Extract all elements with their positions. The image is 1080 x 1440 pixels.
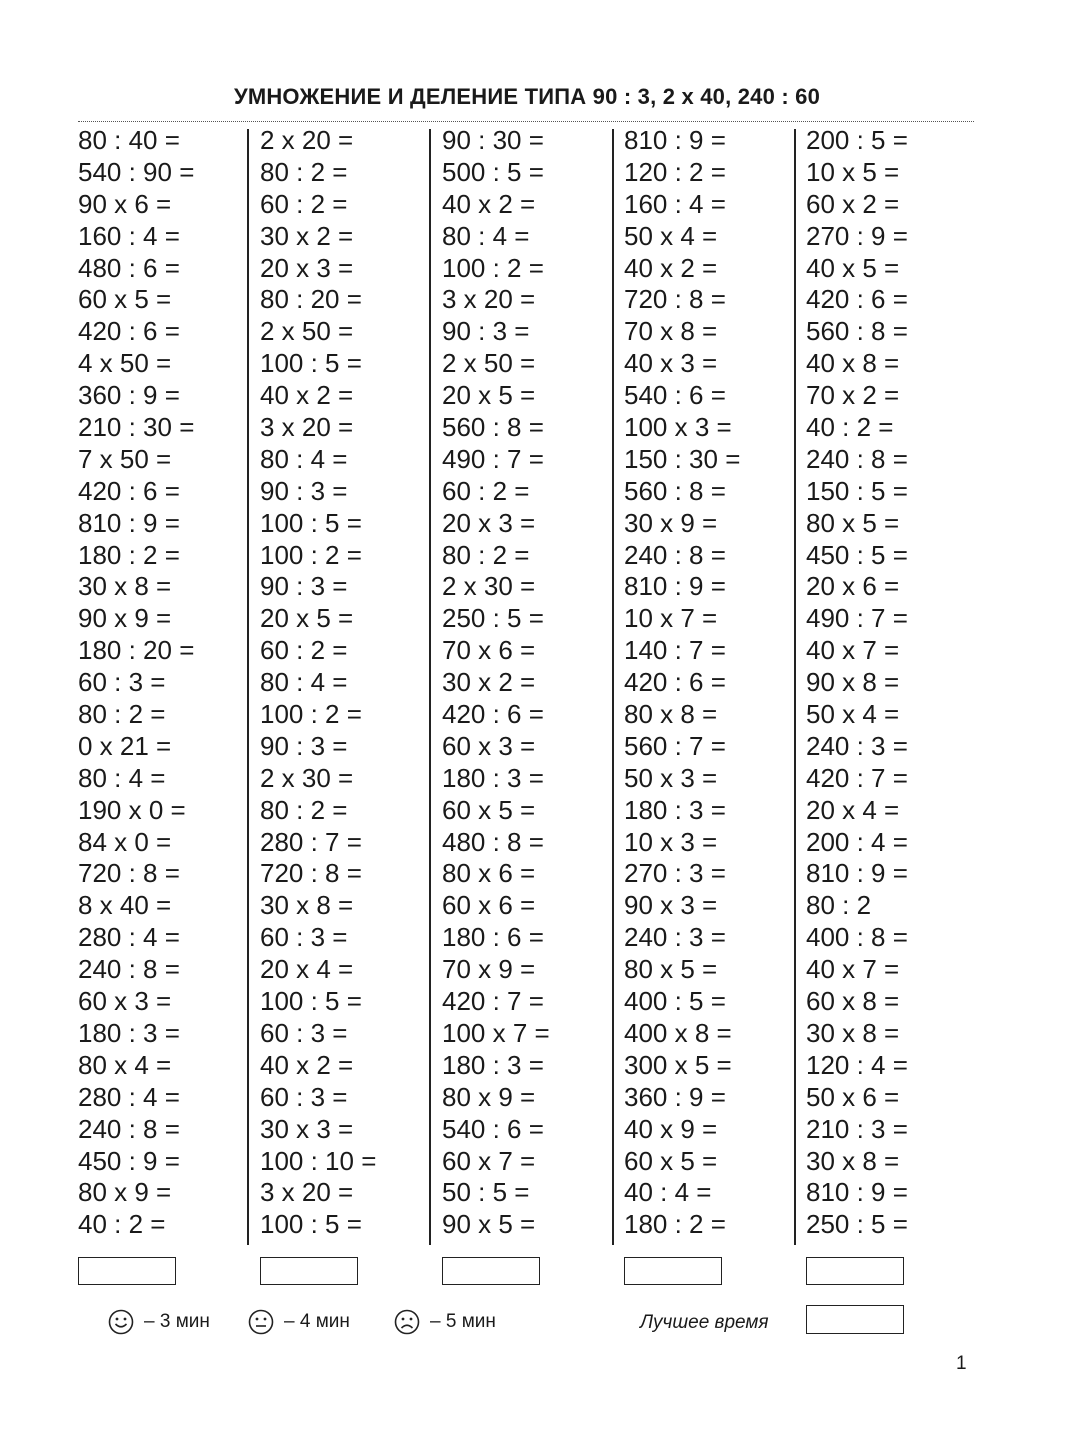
math-expression: 90 x 9 = (78, 603, 172, 634)
math-expression: 80 : 4 = (260, 667, 348, 698)
math-expression: 20 x 5 = (260, 603, 354, 634)
math-expression: 3 x 20 = (260, 412, 354, 443)
math-expression: 180 : 3 = (78, 1017, 180, 1048)
math-expression: 60 x 7 = (442, 1145, 536, 1176)
math-expression: 40 x 2 = (260, 1049, 354, 1080)
title-dotted-rule (78, 121, 974, 122)
math-expression: 160 : 4 = (624, 188, 726, 219)
math-expression: 480 : 8 = (442, 826, 544, 857)
math-expression: 40 : 2 = (806, 412, 894, 443)
math-expression: 20 x 3 = (260, 252, 354, 283)
math-expression: 100 : 5 = (260, 507, 362, 538)
legend-label: – 4 мин (284, 1311, 350, 1332)
exercise-column-1 (78, 125, 254, 1245)
math-expression: 500 : 5 = (442, 156, 544, 187)
math-expression: 50 x 6 = (806, 1081, 900, 1112)
math-expression: 90 : 3 = (260, 571, 348, 602)
math-expression: 180 : 20 = (78, 635, 195, 666)
page-number: 1 (956, 1353, 967, 1374)
math-expression: 50 x 3 = (624, 762, 718, 793)
math-expression: 60 : 3 = (260, 1081, 348, 1112)
math-expression: 270 : 3 = (624, 858, 726, 889)
math-expression: 420 : 6 = (624, 667, 726, 698)
math-expression: 30 x 8 = (806, 1145, 900, 1176)
legend-label: – 3 мин (144, 1311, 210, 1332)
math-expression: 2 x 50 = (260, 316, 354, 347)
math-expression: 190 x 0 = (78, 794, 186, 825)
math-expression: 60 : 2 = (260, 188, 348, 219)
math-expression: 100 : 2 = (442, 252, 544, 283)
math-expression: 420 : 6 = (806, 284, 908, 315)
math-expression: 100 : 5 = (260, 348, 362, 379)
math-expression: 30 x 2 = (260, 220, 354, 251)
math-expression: 60 x 8 = (806, 986, 900, 1017)
math-expression: 20 x 4 = (806, 794, 900, 825)
math-expression: 2 x 30 = (260, 762, 354, 793)
math-expression: 40 x 2 = (624, 252, 718, 283)
math-expression: 40 : 4 = (624, 1177, 712, 1208)
math-expression: 420 : 7 = (806, 762, 908, 793)
math-expression: 540 : 6 = (442, 1113, 544, 1144)
math-expression: 30 x 9 = (624, 507, 718, 538)
math-expression: 560 : 8 = (624, 475, 726, 506)
math-expression: 60 x 5 = (624, 1145, 718, 1176)
math-expression: 400 x 8 = (624, 1017, 732, 1048)
math-expression: 560 : 8 = (806, 316, 908, 347)
math-expression: 360 : 9 = (624, 1081, 726, 1112)
math-expression: 10 x 3 = (624, 826, 718, 857)
math-expression: 90 x 5 = (442, 1209, 536, 1240)
legend-item-3-min (108, 1306, 210, 1338)
math-expression: 140 : 7 = (624, 635, 726, 666)
math-expression: 120 : 2 = (624, 156, 726, 187)
math-expression: 60 : 2 = (260, 635, 348, 666)
math-expression: 20 x 6 = (806, 571, 900, 602)
math-expression: 20 x 3 = (442, 507, 536, 538)
math-expression: 400 : 8 = (806, 922, 908, 953)
math-expression: 40 x 7 = (806, 635, 900, 666)
math-expression: 90 x 8 = (806, 667, 900, 698)
math-expression: 420 : 6 = (442, 699, 544, 730)
math-expression: 490 : 7 = (442, 443, 544, 474)
math-expression: 80 : 2 = (78, 699, 166, 730)
math-expression: 30 x 2 = (442, 667, 536, 698)
column-divider (247, 129, 249, 1245)
math-expression: 180 : 3 = (442, 762, 544, 793)
math-expression: 720 : 8 = (624, 284, 726, 315)
legend-label: – 5 мин (430, 1311, 496, 1332)
math-expression: 280 : 7 = (260, 826, 362, 857)
math-expression: 30 x 8 = (260, 890, 354, 921)
math-expression: 280 : 4 = (78, 922, 180, 953)
column-divider (794, 129, 796, 1245)
math-expression: 80 x 9 = (442, 1081, 536, 1112)
exercise-column-2 (260, 125, 436, 1245)
math-expression: 560 : 7 = (624, 730, 726, 761)
math-expression: 80 : 40 = (78, 125, 180, 155)
math-expression: 90 : 3 = (260, 475, 348, 506)
math-expression: 560 : 8 = (442, 412, 544, 443)
legend-item-4-min (248, 1306, 350, 1338)
math-expression: 20 x 5 = (442, 380, 536, 411)
column-divider (612, 129, 614, 1245)
math-expression: 30 x 8 = (806, 1017, 900, 1048)
math-expression: 3 x 20 = (260, 1177, 354, 1208)
math-expression: 100 : 10 = (260, 1145, 377, 1176)
column-divider (429, 129, 431, 1245)
math-expression: 250 : 5 = (442, 603, 544, 634)
math-expression: 420 : 6 = (78, 316, 180, 347)
math-expression: 90 : 3 = (442, 316, 530, 347)
math-expression: 80 x 9 = (78, 1177, 172, 1208)
math-expression: 80 : 4 = (442, 220, 530, 251)
math-expression: 240 : 3 = (624, 922, 726, 953)
math-expression: 250 : 5 = (806, 1209, 908, 1240)
math-expression: 60 x 5 = (442, 794, 536, 825)
math-expression: 70 x 9 = (442, 954, 536, 985)
best-time-box[interactable] (806, 1305, 904, 1334)
math-expression: 180 : 3 = (624, 794, 726, 825)
math-expression: 3 x 20 = (442, 284, 536, 315)
math-expression: 100 x 3 = (624, 412, 732, 443)
math-expression: 240 : 8 = (78, 954, 180, 985)
math-expression: 80 : 2 = (260, 156, 348, 187)
time-legend (0, 1306, 1080, 1342)
time-box-column-4[interactable] (624, 1257, 722, 1285)
math-expression: 180 : 3 = (442, 1049, 544, 1080)
time-box-column-5[interactable] (806, 1257, 904, 1285)
math-expression: 180 : 6 = (442, 922, 544, 953)
math-expression: 90 : 3 = (260, 730, 348, 761)
math-expression: 4 x 50 = (78, 348, 172, 379)
math-expression: 80 : 2 (806, 890, 872, 921)
math-expression: 80 : 4 = (260, 443, 348, 474)
math-expression: 2 x 20 = (260, 125, 354, 155)
exercise-columns (0, 125, 1080, 1245)
math-expression: 40 x 5 = (806, 252, 900, 283)
math-expression: 60 : 3 = (78, 667, 166, 698)
math-expression: 100 : 2 = (260, 539, 362, 570)
math-expression: 60 x 2 = (806, 188, 900, 219)
smiley-happy-icon (108, 1309, 134, 1335)
math-expression: 40 : 2 = (78, 1209, 166, 1240)
math-expression: 70 x 2 = (806, 380, 900, 411)
math-expression: 240 : 8 = (78, 1113, 180, 1144)
math-expression: 60 : 3 = (260, 922, 348, 953)
math-expression: 80 x 4 = (78, 1049, 172, 1080)
math-expression: 280 : 4 = (78, 1081, 180, 1112)
math-expression: 160 : 4 = (78, 220, 180, 251)
math-expression: 70 x 6 = (442, 635, 536, 666)
math-expression: 10 x 5 = (806, 156, 900, 187)
smiley-sad-icon (394, 1309, 420, 1335)
math-expression: 450 : 9 = (78, 1145, 180, 1176)
math-expression: 240 : 8 = (806, 443, 908, 474)
math-expression: 100 : 5 = (260, 1209, 362, 1240)
math-expression: 2 x 50 = (442, 348, 536, 379)
math-expression: 60 : 3 = (260, 1017, 348, 1048)
math-expression: 80 x 6 = (442, 858, 536, 889)
math-expression: 70 x 8 = (624, 316, 718, 347)
math-expression: 420 : 7 = (442, 986, 544, 1017)
math-expression: 810 : 9 = (624, 125, 726, 155)
math-expression: 810 : 9 = (806, 1177, 908, 1208)
math-expression: 20 x 4 = (260, 954, 354, 985)
math-expression: 40 x 2 = (442, 188, 536, 219)
math-expression: 40 x 8 = (806, 348, 900, 379)
math-expression: 720 : 8 = (78, 858, 180, 889)
math-expression: 480 : 6 = (78, 252, 180, 283)
math-expression: 210 : 3 = (806, 1113, 908, 1144)
math-expression: 200 : 5 = (806, 125, 908, 155)
page-title: УМНОЖЕНИЕ И ДЕЛЕНИЕ ТИПА 90 : 3, 2 x 40, 240 : 60 (233, 84, 821, 109)
math-expression: 80 x 8 = (624, 699, 718, 730)
math-expression: 100 : 2 = (260, 699, 362, 730)
math-expression: 80 : 20 = (260, 284, 362, 315)
math-expression: 120 : 4 = (806, 1049, 908, 1080)
math-expression: 60 x 6 = (442, 890, 536, 921)
math-expression: 90 : 30 = (442, 125, 544, 155)
math-expression: 50 x 4 = (806, 699, 900, 730)
math-expression: 10 x 7 = (624, 603, 718, 634)
math-expression: 200 : 4 = (806, 826, 908, 857)
math-expression: 80 : 2 = (260, 794, 348, 825)
math-expression: 30 x 3 = (260, 1113, 354, 1144)
math-expression: 150 : 5 = (806, 475, 908, 506)
math-expression: 80 x 5 = (806, 507, 900, 538)
math-expression: 0 x 21 = (78, 730, 172, 761)
math-expression: 540 : 6 = (624, 380, 726, 411)
time-box-column-1[interactable] (78, 1257, 176, 1285)
math-expression: 40 x 9 = (624, 1113, 718, 1144)
math-expression: 270 : 9 = (806, 220, 908, 251)
math-expression: 80 : 4 = (78, 762, 166, 793)
math-expression: 40 x 2 = (260, 380, 354, 411)
time-box-column-3[interactable] (442, 1257, 540, 1285)
math-expression: 40 x 7 = (806, 954, 900, 985)
math-expression: 360 : 9 = (78, 380, 180, 411)
math-expression: 540 : 90 = (78, 156, 195, 187)
math-expression: 60 : 2 = (442, 475, 530, 506)
math-expression: 240 : 3 = (806, 730, 908, 761)
math-expression: 180 : 2 = (624, 1209, 726, 1240)
math-expression: 810 : 9 = (806, 858, 908, 889)
math-expression: 2 x 30 = (442, 571, 536, 602)
math-expression: 240 : 8 = (624, 539, 726, 570)
math-expression: 400 : 5 = (624, 986, 726, 1017)
math-expression: 80 x 5 = (624, 954, 718, 985)
math-expression: 60 x 3 = (442, 730, 536, 761)
best-time-label: Лучшее время (640, 1312, 769, 1333)
smiley-neutral-icon (248, 1309, 274, 1335)
math-expression: 100 x 7 = (442, 1017, 550, 1048)
math-expression: 50 x 4 = (624, 220, 718, 251)
math-expression: 490 : 7 = (806, 603, 908, 634)
math-expression: 60 x 3 = (78, 986, 172, 1017)
math-expression: 720 : 8 = (260, 858, 362, 889)
math-expression: 40 x 3 = (624, 348, 718, 379)
math-expression: 80 : 2 = (442, 539, 530, 570)
math-expression: 180 : 2 = (78, 539, 180, 570)
math-expression: 210 : 30 = (78, 412, 195, 443)
math-expression: 100 : 5 = (260, 986, 362, 1017)
exercise-column-5 (806, 125, 982, 1245)
math-expression: 300 x 5 = (624, 1049, 732, 1080)
math-expression: 90 x 6 = (78, 188, 172, 219)
math-expression: 810 : 9 = (624, 571, 726, 602)
math-expression: 90 x 3 = (624, 890, 718, 921)
legend-item-5-min (394, 1306, 496, 1338)
math-expression: 8 x 40 = (78, 890, 172, 921)
math-expression: 450 : 5 = (806, 539, 908, 570)
math-expression: 420 : 6 = (78, 475, 180, 506)
math-expression: 30 x 8 = (78, 571, 172, 602)
exercise-column-4 (624, 125, 800, 1245)
math-expression: 60 x 5 = (78, 284, 172, 315)
time-box-column-2[interactable] (260, 1257, 358, 1285)
math-expression: 150 : 30 = (624, 443, 741, 474)
math-expression: 7 x 50 = (78, 443, 172, 474)
math-expression: 50 : 5 = (442, 1177, 530, 1208)
math-expression: 84 x 0 = (78, 826, 172, 857)
exercise-column-3 (442, 125, 618, 1245)
math-expression: 810 : 9 = (78, 507, 180, 538)
